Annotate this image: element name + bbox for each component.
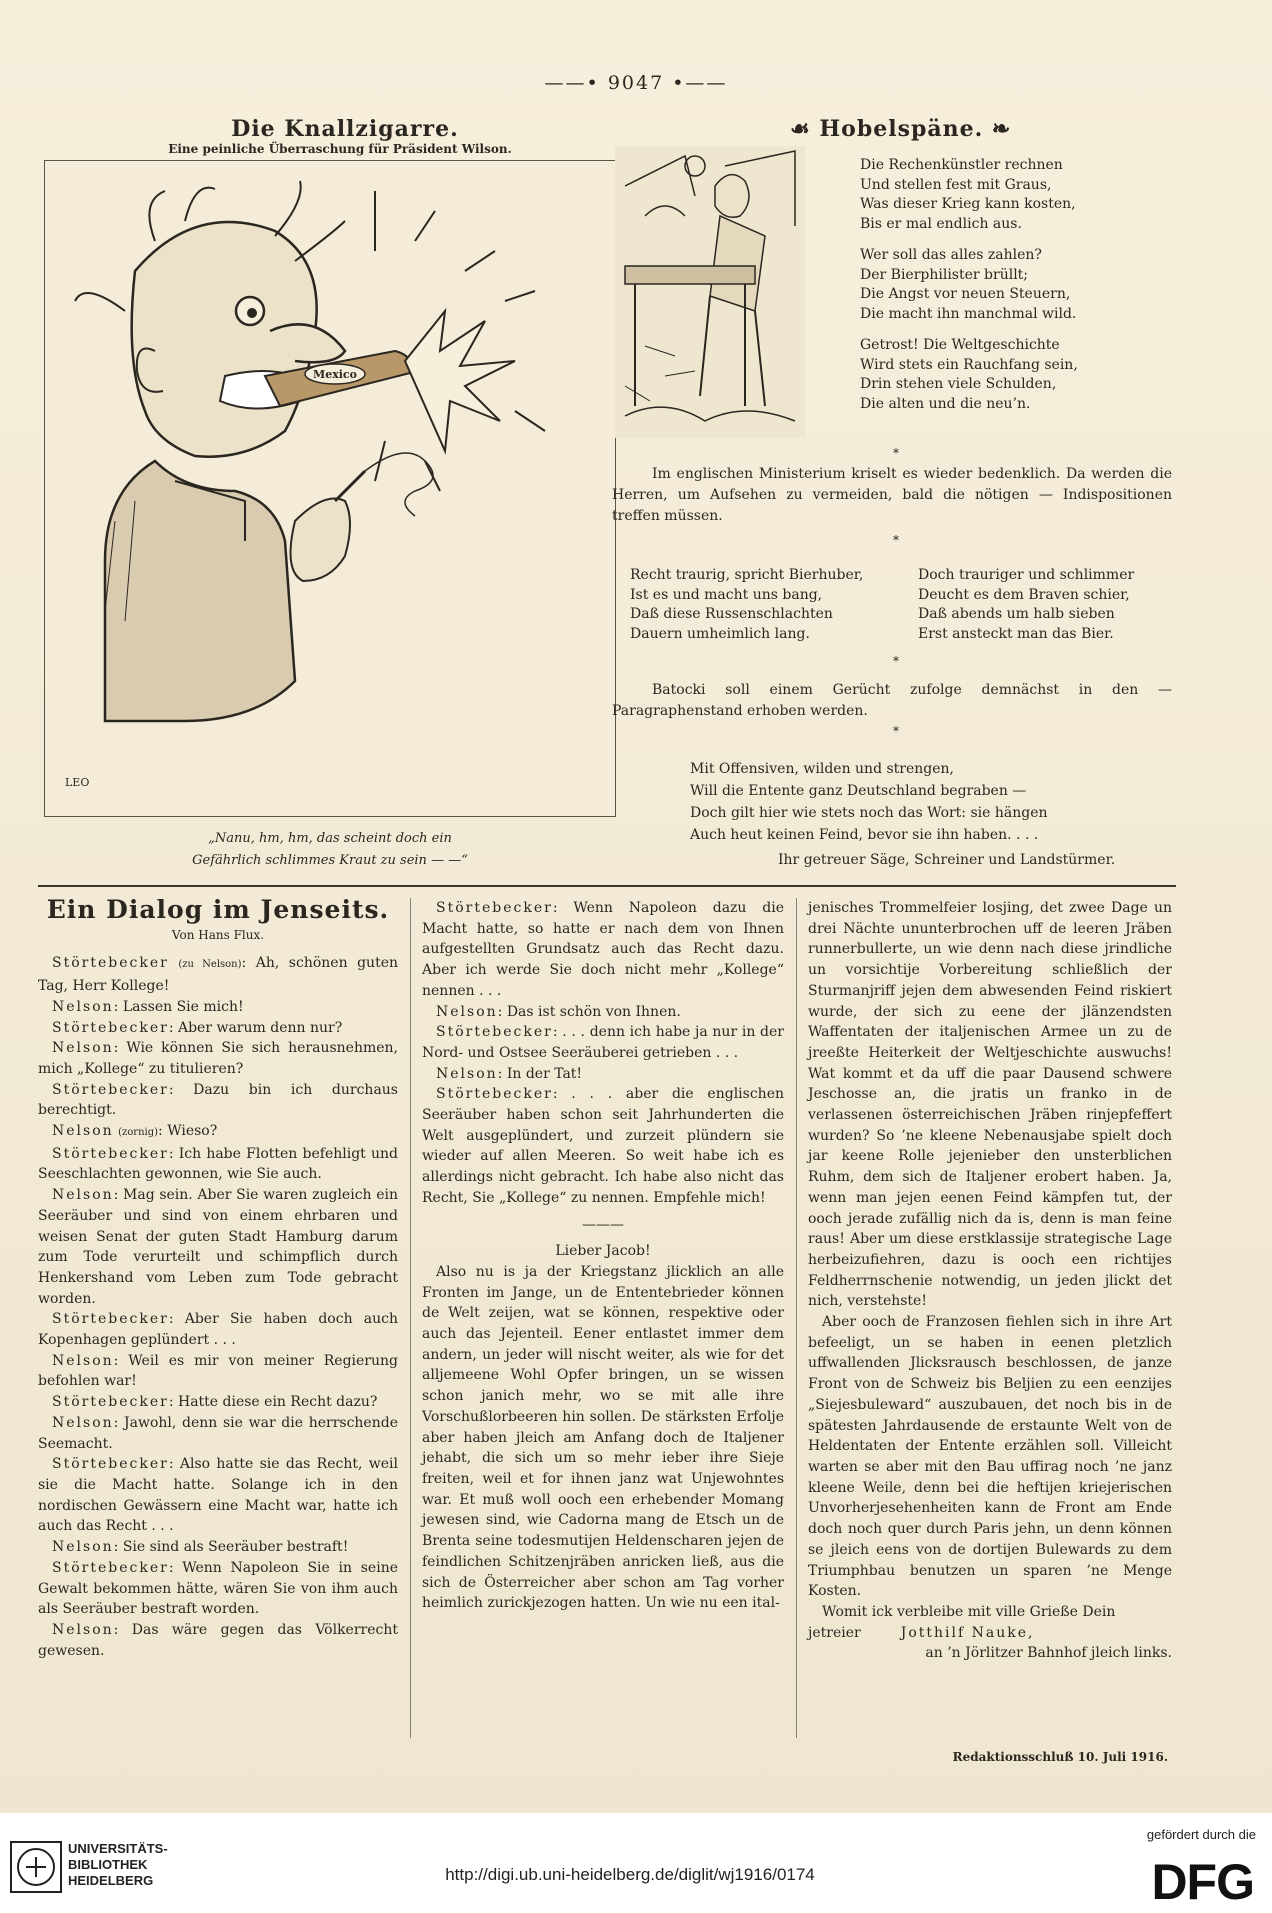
dialog-line: Nelson: Jawohl, denn sie war die herrschende Seemacht. <box>38 1414 398 1452</box>
dialog-line: Nelson: Das ist schön von Ihnen. <box>436 1003 681 1020</box>
cartoon-subtitle: Eine peinliche Überraschung für Präsident Wilson. <box>168 142 512 156</box>
letter-closing: Womit ick verbleibe mit ville Grieße Dein <box>822 1603 1116 1620</box>
dialog-line: Nelson: In der Tat! <box>436 1065 583 1082</box>
source-url-link[interactable]: http://digi.ub.uni-heidelberg.de/diglit/wj1916/0174 <box>445 1865 815 1884</box>
separator-star: * <box>893 654 899 668</box>
section-divider <box>38 885 1176 887</box>
dialog-line: Störtebecker: Wenn Napoleon dazu die Macht hatte, so hatte er nach dem von Ihnen aufgestellten Grundsatz auch das Recht dazu. Aber ich werde Sie doch nicht mehr „Kollege“ nennen . . . <box>422 900 784 999</box>
dialog-line: Störtebecker: . . . denn ich habe ja nur in der Nord- und Ostsee Seeräuberei getrieben . . . <box>422 1024 784 1061</box>
dialog-author: Von Hans Flux. <box>171 927 265 942</box>
paragraph-batocki: Batocki soll einem Gerücht zufolge demnächst in den — Paragraphenstand erhoben werden. <box>612 682 1172 719</box>
cartoon-drawing <box>45 161 615 816</box>
hobelspaene-signature: Ihr getreuer Säge, Schreiner und Landstürmer. <box>778 852 1116 868</box>
letter-text: Also nu is ja der Kriegstanz jlicklich an alle Fronten im Jange, un de Ententebrieder können de Welt zeijen, wat se können, respektive oder auch das Jejenteil. Eener entlastet immer dem andern, un jeder will nischt weiter, als wie for det alljemeene Wohl Opfer bringen, un se wissen schon janich mehr, wo se mit alle ihre Vorschußlorbeeren hin sollen. De stärksten Erfolje aber haben jleich am Anfang doch de Italjener jehabt, die sich um so mehr ieber ihre Sieje freiten, weil et for ihnen janz wat Unjewohntes war. Et muß woll ooch een erhebender Momang jewesen sind, wie Cadorna mang de Etsch un de Brenta seine todesmutijen Heldenscharen jejen de feindlichen Schitzenjräben anricken ließ, aus die sich de Österreicher aber schon am Tag vorher heimlich zurickjezogen hatten. Un wie nu een ital- <box>422 1263 784 1612</box>
dialog-line: Nelson: Weil es mir von meiner Regierung befohlen war! <box>38 1352 398 1390</box>
letter-text: Aber ooch de Franzosen fiehlen sich in ihre Art befeeligt, un se haben in eenen pletzlich uffwallenden Jlicksrausch beschlossen, de janze Front von de Schweiz bis Beljien zu een eenzijes „Siejesbuleward“ auszubauen, det noch bis in de spätesten Jahrdausende de erstaunte Welt von de Heldentaten der Entente erzählen soll. Villeicht warten se aber mit den Bau uffirag noch ’ne janz kleene Weile, denn bei die heftijen kriejerischen Unvorherjesehenheiten kann de Front am Ende doch noch quer durch Paris jehn, un denn können se jleich eens von de dortijen Bulewards zu dem Triumphbau benutzen un sparen ’ne Menge Kosten. <box>808 1314 1172 1600</box>
cartoon-title: Die Knallzigarre. <box>231 116 459 142</box>
article-divider: ——— <box>582 1216 624 1233</box>
dialog-column-1 <box>38 895 398 1661</box>
editorial-deadline: Redaktionsschluß 10. Juli 1916. <box>952 1750 1168 1764</box>
dialog-line: Störtebecker: Dazu bin ich durchaus berechtigt. <box>38 1081 398 1119</box>
caption-line-1: „Nanu, hm, hm, das scheint doch ein <box>208 831 452 846</box>
poem-rechenkuenstler: Die Rechenkünstler rechnen Und stellen fest mit Graus, Was dieser Krieg kann kosten, Bis er mal endlich aus. Wer soll das alles zahlen? Der Bierphilister brüllt; Die Angst vor neuen Steuern, Die macht ihn manchmal wild. Getrost! Die Weltgeschichte Wird stets ein Rauchfang sein, Drin stehen viele Schulden, Die alten und die neu’n. <box>860 157 1078 412</box>
cartoon-illustration <box>44 160 616 817</box>
column-rule <box>410 898 411 1738</box>
artist-signature: LEO <box>65 776 90 789</box>
paragraph-ministerium: Im englischen Ministerium kriselt es wieder bedenklich. Da werden die Herren, um Aufsehen zu vermeiden, bald die nötigen — Indispositionen treffen müssen. <box>612 466 1172 524</box>
dialog-line: Störtebecker: Also hatte sie das Recht, weil sie die Macht hatte. Solange ich in den nordischen Gewässern eine Macht war, hatte ich auch das Recht . . . <box>38 1456 398 1535</box>
cartoon-caption <box>90 828 570 872</box>
dialog-line: Nelson: Sie sind als Seeräuber bestraft! <box>52 1539 349 1556</box>
ornament-right-icon: ❧ <box>983 116 1012 142</box>
separator-star: * <box>893 533 899 547</box>
caption-line-2: Gefährlich schlimmes Kraut zu sein — —“ <box>192 853 468 868</box>
poem-bierhuber-right: Doch trauriger und schlimmer Deucht es dem Braven schier, Daß abends um halb sieben Erst ansteckt man das Bier. <box>918 567 1135 642</box>
dialog-line: Störtebecker (zu Nelson): Ah, schönen guten Tag, Herr Kollege! <box>38 955 398 995</box>
dialog-line: Störtebecker: Wenn Napoleon Sie in seine Gewalt bekommen hätte, wären Sie von ihm auch als Seeräuber bestraft worden. <box>38 1559 398 1618</box>
dialog-line: Nelson: Mag sein. Aber Sie waren zugleich ein Seeräuber und sind von einem ehrbaren und weisen Senat der guten Stadt Hamburg darum zum Tode verurteilt und schimpflich durch Henkershand vom Leben zum Tode gebracht worden. <box>38 1187 398 1307</box>
separator-star: * <box>893 446 899 460</box>
dialog-line: Störtebecker: . . . aber die englischen Seeräuber haben schon seit Jahrhunderten die Welt ausgeplündert, und zurzeit plündern sie wieder auf allen Meeren. So weit habe ich es allerdings nicht gebracht. Ich habe also nicht das Recht, Sie „Kollege“ zu nennen. Empfehle mich! <box>422 1086 784 1206</box>
dialog-line: Störtebecker: Aber Sie haben doch auch Kopenhagen geplündert . . . <box>38 1311 398 1349</box>
funded-by-text: gefördert durch die <box>1146 1827 1256 1842</box>
poem-offensiven: Mit Offensiven, wilden und strengen, Will die Entente ganz Deutschland begraben — Doch gilt hier wie stets noch das Wort: sie hängen Auch heut keinen Feind, bevor sie ihn haben. . . . <box>690 761 1048 843</box>
page-number: ——• 9047 •—— <box>544 72 728 94</box>
letter-greeting: Lieber Jacob! <box>555 1243 651 1260</box>
dialog-title: Ein Dialog im Jenseits. <box>46 895 390 924</box>
letter-signature-location: an ’n Jörlitzer Bahnhof jleich links. <box>925 1645 1172 1662</box>
hobelspaene-title: ☙ Hobelspäne. ❧ <box>790 116 1012 142</box>
dfg-logo: DFG <box>1151 1854 1254 1910</box>
cigar-label: Mexico <box>313 368 357 381</box>
footer-bar <box>0 1813 1272 1913</box>
letter-text: jenisches Trommelfeier losjing, det zwee Dage un drei Nächte ununterbrochen uff de leeren Jräben runnerbullerte, un wie denn nach diese jrindliche un vorsichtije Vorbereitung schließlich der Sturmanjriff jejen dem abwesenden Feind riskiert wurde, der sich zu eene der jlänzendsten Waffentaten der italjenischen Armee un zu de jreeßte Heiterkeit der Weltjeschichte auswuchs! Wat kommt et da uff die paar Dausend schwere Jeschosse an, die jratis un franko in de verlassenen österreichischen Jräben rinjepfeffert wurden? So ’ne kleene Nebenausjabe spielt doch jar keene Rolle jejenieber den unsterblichen Ruhm, dem sich de Italjener erobert haben. Ja, wenn man jejen eenen Feind kämpfen tut, der ooch jerade zufällig nich da is, denn is man feine raus! Aber um diese erstklassije strategische Lage herbeizufiehren, dazu is ooch een richtijes Feldherrnschenie notwendig, un jeden jlickt det nich, verstehste! <box>808 900 1172 1310</box>
institution-name: UNIVERSITÄTS- BIBLIOTHEK HEIDELBERG <box>68 1841 168 1888</box>
university-seal-icon <box>10 1841 62 1893</box>
dialog-line: Nelson: Wie können Sie sich herausnehmen, mich „Kollege“ zu titulieren? <box>38 1040 398 1077</box>
poem-bierhuber-left: Recht traurig, spricht Bierhuber, Ist es und macht uns bang, Daß diese Russenschlachten Dauern umheimlich lang. <box>630 567 864 642</box>
dialog-line: Nelson (zornig): Wieso? <box>52 1123 218 1140</box>
dialog-line: Nelson: Das wäre gegen das Völkerrecht gewesen. <box>38 1621 398 1659</box>
dialog-line: Störtebecker: Hatte diese ein Recht dazu? <box>52 1394 378 1411</box>
carpenter-illustration <box>605 146 815 438</box>
letter-column-3 <box>808 898 1172 1664</box>
ornament-left-icon: ☙ <box>790 116 820 142</box>
column-rule <box>796 898 797 1738</box>
page-number-value: 9047 <box>607 72 665 94</box>
dialog-line: Störtebecker: Aber warum denn nur? <box>52 1019 343 1036</box>
separator-star: * <box>893 724 899 738</box>
letter-signature: jetreier Jotthilf Nauke, <box>808 1624 1035 1641</box>
dialog-line: Störtebecker: Ich habe Flotten befehligt und Seeschlachten gewonnen, wie Sie auch. <box>38 1145 398 1183</box>
dialog-column-2 <box>422 898 784 1614</box>
dialog-line: Nelson: Lassen Sie mich! <box>52 998 244 1015</box>
